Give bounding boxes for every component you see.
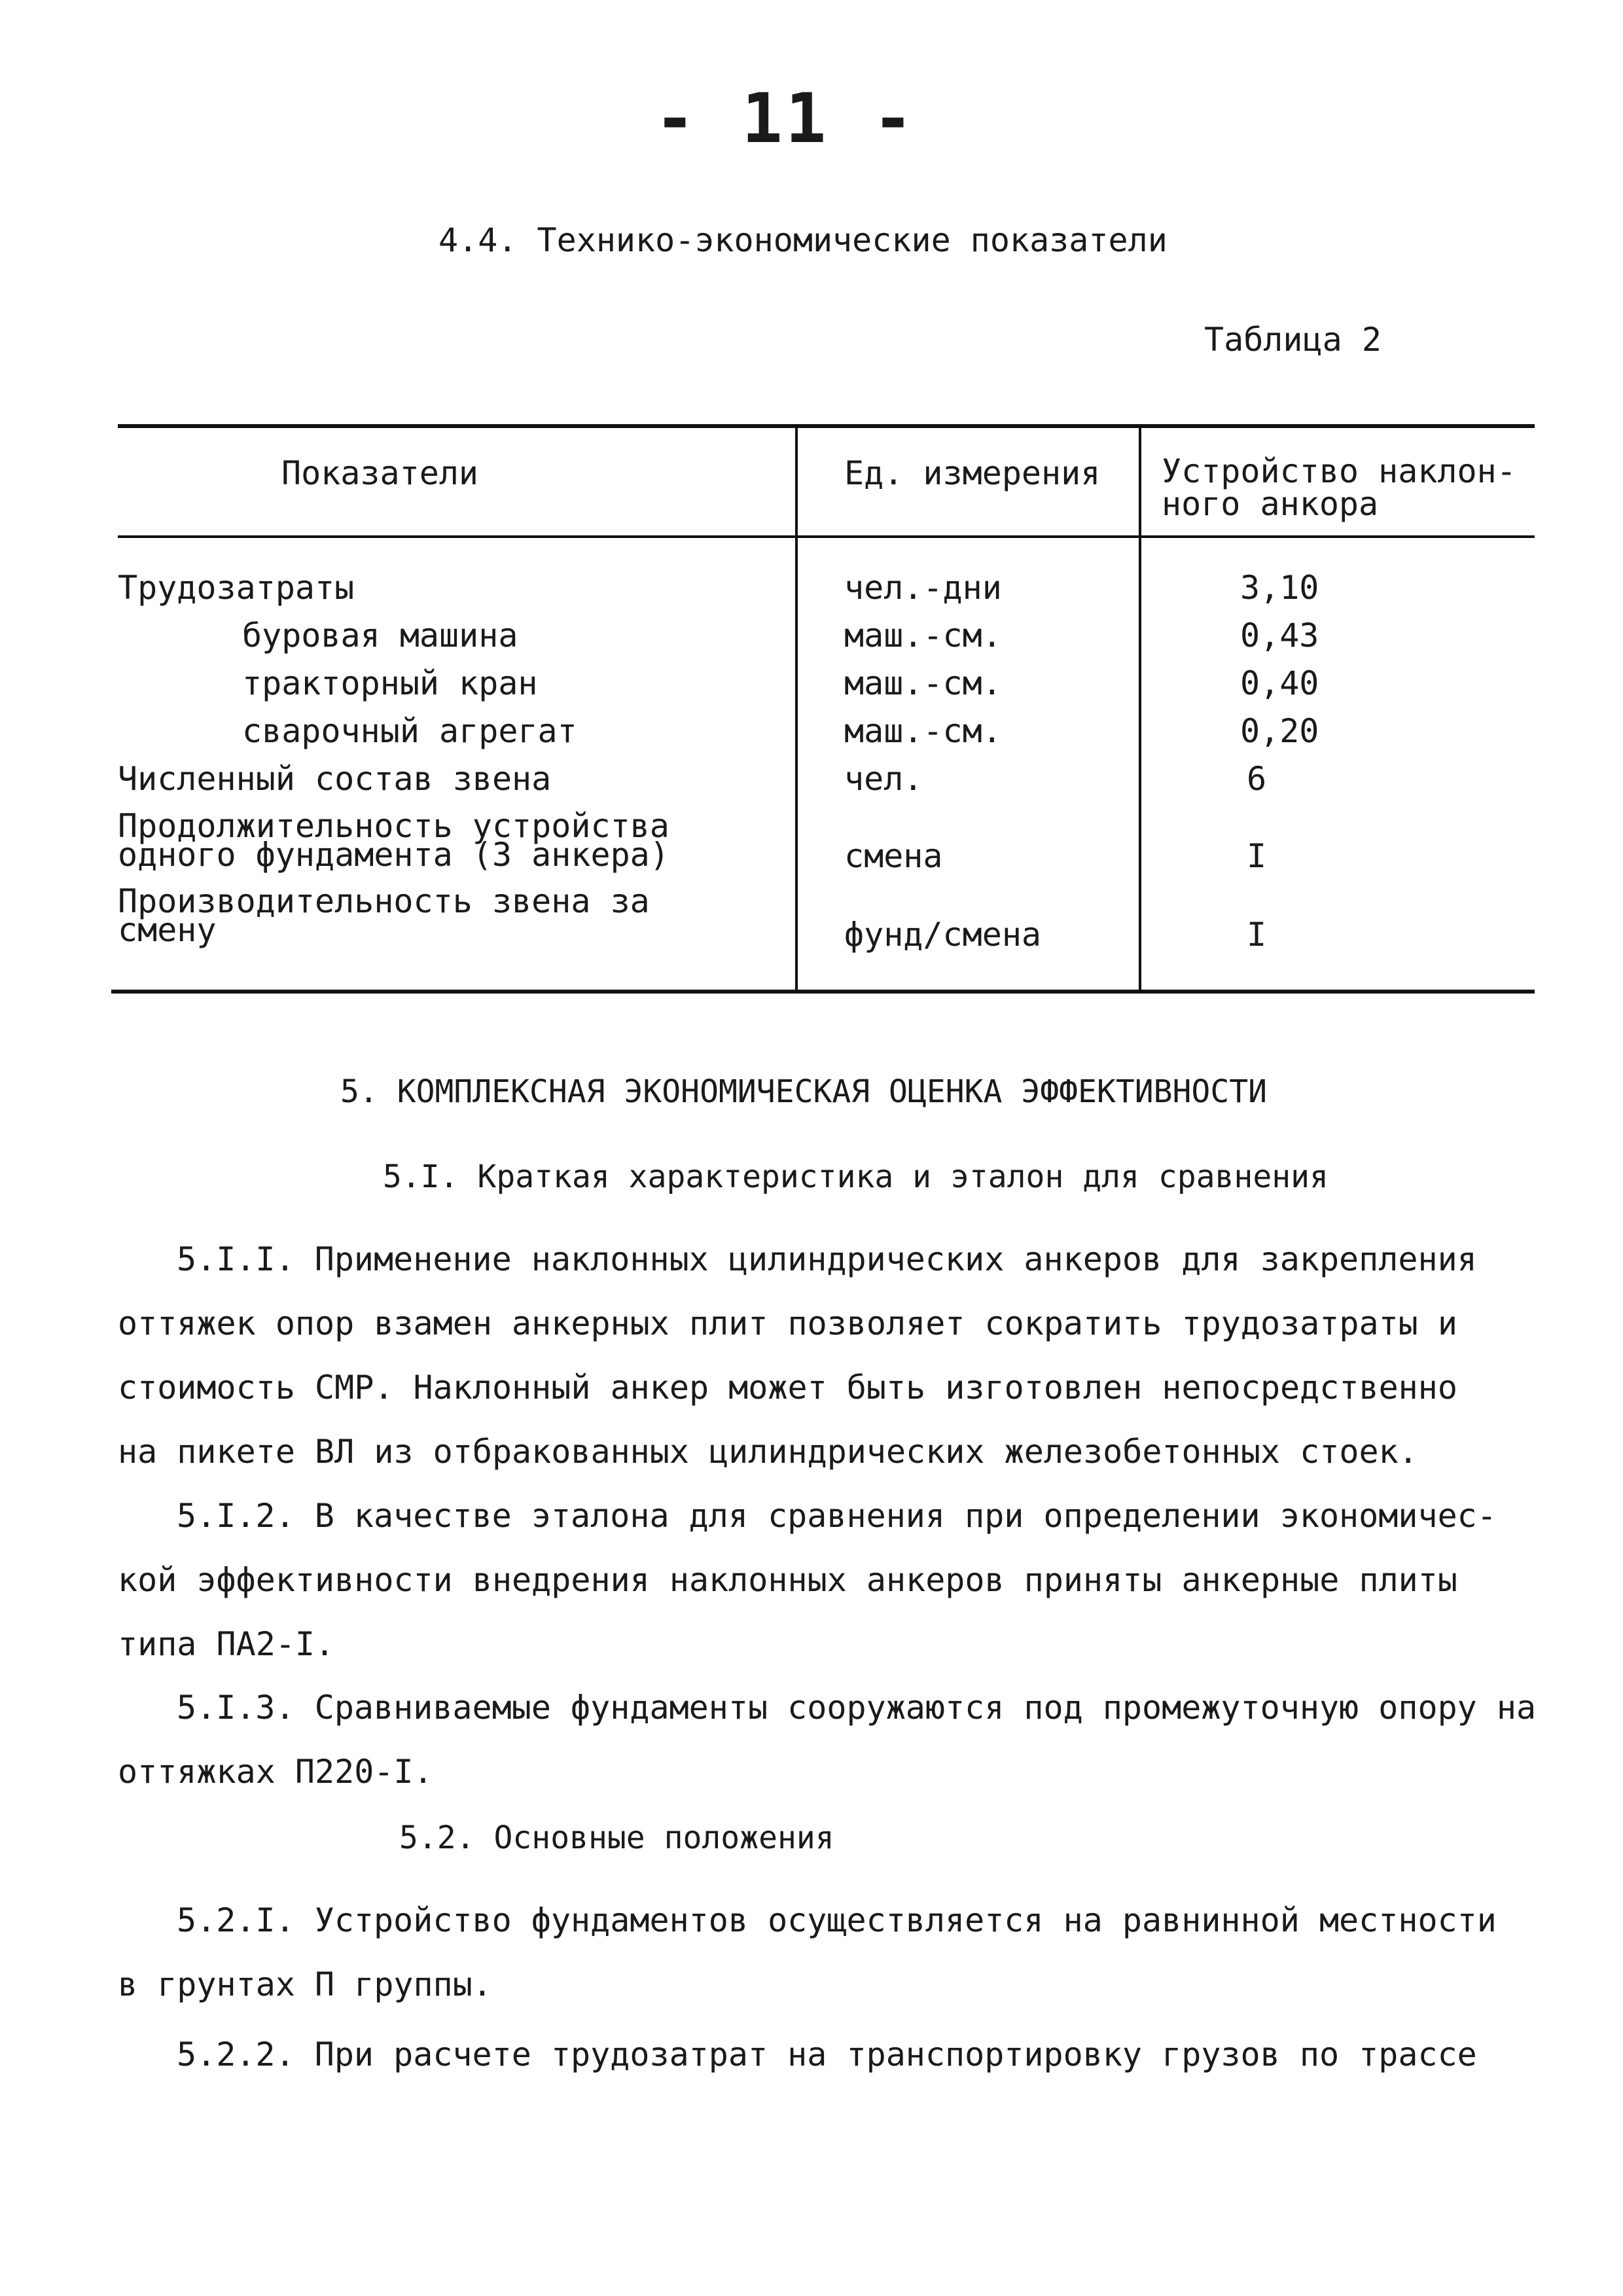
table-column-divider — [795, 424, 798, 994]
table-cell-name: сварочный агрегат — [242, 712, 577, 750]
subsection-5-2-heading: 5.2. Основные положения — [399, 1820, 834, 1856]
table-header-rule — [118, 535, 1535, 538]
table-cell-name: буровая машина — [242, 617, 518, 655]
paragraph-line: в грунтах П группы. — [118, 1965, 492, 2003]
paragraph-line: на пикете ВЛ из отбракованных цилиндрических железобетонных стоек. — [118, 1433, 1418, 1471]
table-header-cell: Ед. измерения — [844, 454, 1101, 492]
table-cell-unit: маш.-см. — [844, 664, 1002, 702]
subsection-5-1-heading: 5.I. Краткая характеристика и эталон для сравнения — [383, 1158, 1329, 1195]
table-top-rule — [118, 424, 1535, 428]
table-cell-name: Численный состав звена — [118, 760, 552, 798]
table-cell-name: Производительность звена за смену — [118, 882, 650, 949]
table-label: Таблица 2 — [1204, 321, 1382, 359]
table-cell-value: 0,43 — [1240, 617, 1319, 655]
table-cell-value: 0,40 — [1240, 664, 1319, 702]
paragraph-line: 5.2.2. При расчете трудозатрат на транспортировку грузов по трассе — [177, 2036, 1477, 2073]
table-cell-unit: фунд/смена — [844, 916, 1042, 954]
section-heading-4-4: 4.4. Технико-экономические показатели — [438, 221, 1168, 259]
table-column-divider — [1139, 424, 1141, 994]
table-cell-value: 3,10 — [1240, 569, 1319, 607]
table-cell-value: I — [1247, 916, 1267, 954]
page-number: - 11 - — [654, 79, 916, 158]
table-cell-name: тракторный кран — [242, 664, 538, 702]
paragraph-line: 5.I.I. Применение наклонных цилиндрических анкеров для закрепления — [177, 1240, 1477, 1278]
paragraph-line: оттяжках П220-I. — [118, 1753, 433, 1791]
table-cell-unit: чел.-дни — [844, 569, 1002, 607]
table-header-cell: Устройство наклон- ного анкора — [1162, 452, 1516, 523]
paragraph-line: типа ПА2-I. — [118, 1625, 335, 1663]
paragraph-line: оттяжек опор взамен анкерных плит позволяет сократить трудозатраты и — [118, 1304, 1457, 1342]
section-5-heading: 5. КОМПЛЕКСНАЯ ЭКОНОМИЧЕСКАЯ ОЦЕНКА ЭФФЕКТИВНОСТИ — [340, 1073, 1268, 1110]
table-cell-unit: смена — [844, 837, 943, 875]
table-cell-unit: маш.-см. — [844, 617, 1002, 655]
table-bottom-rule — [111, 990, 1535, 994]
table-cell-name: Трудозатраты — [118, 569, 355, 607]
paragraph-line: 5.2.I. Устройство фундаментов осуществляется на равнинной местности — [177, 1901, 1497, 1939]
table-cell-unit: маш.-см. — [844, 712, 1002, 750]
table-cell-value: I — [1247, 837, 1267, 875]
paragraph-line: 5.I.3. Сравниваемые фундаменты сооружаются под промежуточную опору на — [177, 1689, 1537, 1727]
table-cell-name: Продолжительность устройства одного фундамента (3 анкера) — [118, 807, 669, 874]
paragraph-line: стоимость СМР. Наклонный анкер может быть изготовлен непосредственно — [118, 1369, 1457, 1407]
table-cell-value: 0,20 — [1240, 712, 1319, 750]
table-cell-value: 6 — [1247, 760, 1267, 798]
paragraph-line: кой эффективности внедрения наклонных анкеров приняты анкерные плиты — [118, 1561, 1457, 1599]
table-cell-unit: чел. — [844, 760, 923, 798]
table-header-cell: Показатели — [281, 454, 479, 492]
paragraph-line: 5.I.2. В качестве эталона для сравнения при определении экономичес- — [177, 1497, 1497, 1535]
